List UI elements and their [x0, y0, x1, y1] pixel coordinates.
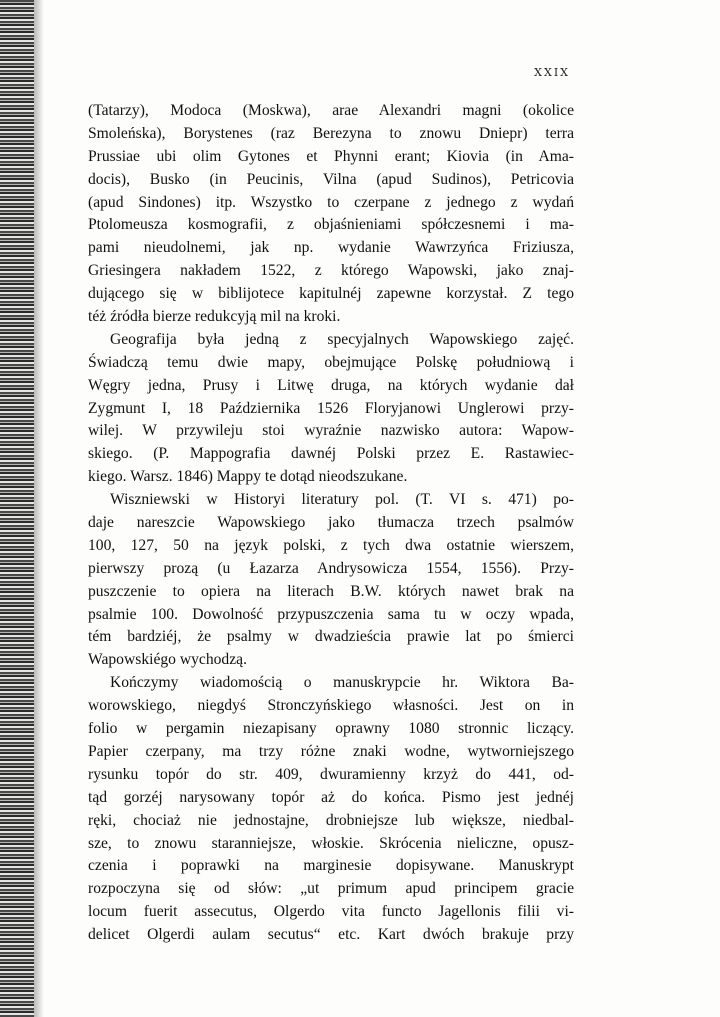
text-line: Wapowskiégo wychodzą.: [88, 651, 247, 669]
text-line: kiego. Warsz. 1846) Mappy te dotąd nieodszukane.: [88, 468, 408, 486]
text-line: skiego. (P. Mappografia dawnéj Polski przez E. Rastawiec-: [88, 445, 574, 463]
text-line: Wiszniewski w Historyi literatury pol. (T. VI s. 471) po-: [110, 491, 574, 509]
text-line: Węgry jedna, Prusy i Litwę druga, na których wydanie dał: [88, 376, 574, 394]
text-line: Ptolomeusza kosmografii, z objaśnieniami spółczesnemi i ma-: [88, 216, 574, 234]
text-line: Geografija była jedną z specyjalnych Wapowskiego zajęć.: [110, 330, 574, 348]
text-line: (Tatarzy), Modoca (Moskwa), arae Alexandri magni (okolice: [88, 102, 574, 119]
text-line: pami nieudolnemi, jak np. wydanie Wawrzyńca Friziusza,: [88, 239, 574, 257]
text-line: czenia i poprawki na marginesie dopisywane. Manuskrypt: [88, 857, 574, 875]
text-line: (apud Sindones) itp. Wszystko to czerpane z jednego z wydań: [88, 193, 574, 211]
text-line: delicet Olgerdi aulam secutus“ etc. Kart dwóch brakuje przy: [88, 926, 574, 944]
text-line: Papier czerpany, ma trzy różne znaki wodne, wytworniejszego: [88, 742, 574, 760]
text-line: sze, to znowu staranniejsze, włoskie. Skrócenia nieliczne, opusz-: [88, 834, 574, 852]
text-line: tém bardziéj, że psalmy w dwadzieścia prawie lat po śmierci: [88, 628, 574, 646]
text-line: docis), Busko (in Peucinis, Vilna (apud Sudinos), Petricovia: [88, 170, 574, 188]
text-line: Zygmunt I, 18 Października 1526 Floryjanowi Unglerowi przy-: [88, 399, 574, 417]
text-line: Smoleńska), Borystenes (raz Berezyna to znowu Dniepr) terra: [88, 124, 574, 142]
text-line: tąd gorzéj narysowany topór aż do końca. Pismo jest jednéj: [88, 788, 574, 806]
text-line: Świadczą temu dwie mapy, obejmujące Polskę południową i: [88, 353, 574, 371]
text-line: Prussiae ubi olim Gytones et Phynni erant; Kiovia (in Ama-: [88, 147, 574, 165]
text-line: téż źródła bierze redukcyją mil na kroki.: [88, 308, 341, 326]
binding-edge: [0, 0, 34, 1017]
text-line: 100, 127, 50 na język polski, z tych dwa ostatnie wierszem,: [88, 536, 574, 554]
text-line: daje nareszcie Wapowskiego jako tłumacza trzech psalmów: [88, 514, 574, 532]
text-line: dującego się w biblijotece kapitulnéj zapewne korzystał. Z tego: [88, 285, 574, 303]
text-line: rozpoczyna się od słów: „ut primum apud principem gracie: [88, 880, 574, 898]
text-line: ręki, chociaż nie jednostajne, drobniejsze lub większe, niedbal-: [88, 811, 574, 829]
text-line: puszczenie to opiera na literach B.W. których nawet brak na: [88, 582, 574, 600]
text-line: locum fuerit assecutus, Olgerdo vita functo Jagellonis filii vi-: [88, 903, 574, 921]
page-number: XXIX: [534, 66, 570, 79]
text-line: wilej. W przywileju stoi wyraźnie nazwisko autora: Wapow-: [88, 422, 574, 440]
text-line: rysunku topór do str. 409, dwuramienny krzyż do 441, od-: [88, 765, 574, 783]
body-text: [88, 100, 574, 947]
text-line: pierwszy prozą (u Łazarza Andrysowicza 1554, 1556). Przy-: [88, 559, 574, 577]
text-line: psalmie 100. Dowolność przypuszczenia sama tu w oczy wpada,: [88, 605, 574, 623]
text-line: folio w pergamin niezapisany oprawny 1080 stronnic liczący.: [88, 720, 574, 738]
text-line: Kończymy wiadomością o manuskrypcie hr. Wiktora Ba-: [110, 674, 574, 692]
text-line: Griesingera nakładem 1522, z którego Wapowski, jako znaj-: [88, 262, 574, 280]
text-line: worowskiego, niegdyś Stronczyńskiego własności. Jest on in: [88, 697, 574, 715]
